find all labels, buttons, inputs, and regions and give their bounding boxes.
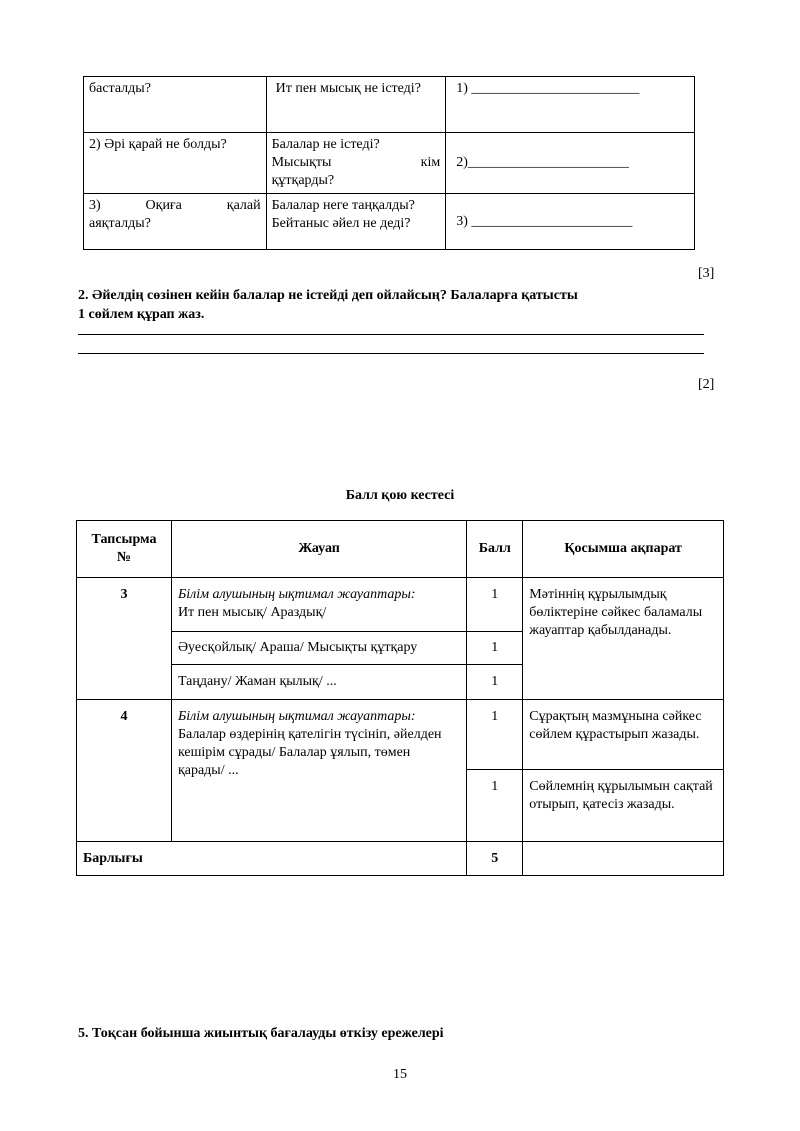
score-cell: 1 (467, 770, 523, 842)
cell-line-justified (89, 197, 261, 215)
answer-cell (171, 700, 466, 842)
cell-word: кім (420, 155, 441, 170)
table-row (84, 133, 695, 194)
table-row (84, 77, 695, 133)
answer-intro: Білім алушының ықтимал жауаптары: (177, 709, 416, 724)
answer-line: 1) ________________________ (446, 77, 695, 133)
score-cell: 1 (467, 700, 523, 770)
table-cell (266, 133, 446, 194)
table-cell: Ит пен мысық не істеді? (266, 77, 446, 133)
score-marker: [3] (698, 266, 715, 281)
table-header-row (77, 521, 724, 578)
score-cell: 1 (467, 665, 523, 700)
question-text: 2. Әйелдің сөзінен кейін балалар не істейді деп ойлайсың? Балаларға қатысты (78, 288, 578, 303)
cell-word: Оқиға (145, 198, 182, 213)
question-2 (78, 286, 578, 324)
task-number: 3 (77, 578, 172, 700)
table-row (77, 700, 724, 770)
answer-intro: Білім алушының ықтимал жауаптары: (177, 587, 416, 602)
cell-word: қалай (226, 198, 261, 213)
answer-text: Балалар өздерінің қателігін түсініп, әйелден кешірім сұрады/ Балалар ұялып, төмен қарады/ ... (177, 727, 442, 778)
answer-text: Әуесқойлық/ Араша/ Мысықты құтқару (171, 632, 466, 665)
info-cell: Сөйлемнің құрылымын сақтай отырып, қатесіз жазады. (523, 770, 724, 842)
score-marker: [2] (698, 377, 715, 392)
table-row (84, 194, 695, 250)
scoring-table-title: Балл қою кестесі (345, 488, 455, 503)
total-label: Барлығы (77, 842, 467, 876)
question-table (83, 76, 695, 250)
cell-line: Бейтаныс әйел не деді? (271, 216, 411, 231)
empty-cell (523, 842, 724, 876)
header-score: Балл (467, 521, 523, 578)
cell-word: 3) (89, 198, 101, 213)
page-number: 15 (393, 1067, 407, 1082)
header-task: Тапсырма № (77, 521, 172, 578)
header-answer: Жауап (171, 521, 466, 578)
table-cell (84, 194, 267, 250)
total-score: 5 (467, 842, 523, 876)
cell-line: аяқталды? (89, 216, 151, 231)
writing-line (78, 353, 704, 354)
table-row (77, 578, 724, 632)
writing-line (78, 334, 704, 335)
score-cell: 1 (467, 578, 523, 632)
info-cell: Сұрақтың мазмұнына сәйкес сөйлем құрастырып жазады. (523, 700, 724, 770)
table-cell: басталды? (84, 77, 267, 133)
cell-line: құтқарды? (271, 173, 335, 188)
answer-line: 2)_______________________ (446, 133, 695, 194)
task-number: 4 (77, 700, 172, 842)
answer-line: 3) _______________________ (446, 194, 695, 250)
header-info: Қосымша ақпарат (523, 521, 724, 578)
score-cell: 1 (467, 632, 523, 665)
table-cell (266, 194, 446, 250)
section-heading: 5. Тоқсан бойынша жиынтық бағалауды өткізу ережелері (78, 1026, 444, 1041)
cell-line: Балалар не істеді? (271, 137, 380, 152)
cell-line-justified (272, 154, 441, 172)
answer-cell (171, 578, 466, 632)
question-text: 1 сөйлем құрап жаз. (78, 307, 205, 322)
answer-text: Ит пен мысық/ Араздық/ (177, 605, 327, 620)
table-cell: 2) Әрі қарай не болды? (84, 133, 267, 194)
answer-text: Таңдану/ Жаман қылық/ ... (171, 665, 466, 700)
table-total-row (77, 842, 724, 876)
scoring-table (76, 520, 724, 876)
cell-word: Мысықты (271, 155, 332, 170)
info-cell: Мәтіннің құрылымдық бөліктеріне сәйкес баламалы жауаптар қабылданады. (523, 578, 724, 700)
cell-line: Балалар неге таңқалды? (271, 198, 415, 213)
